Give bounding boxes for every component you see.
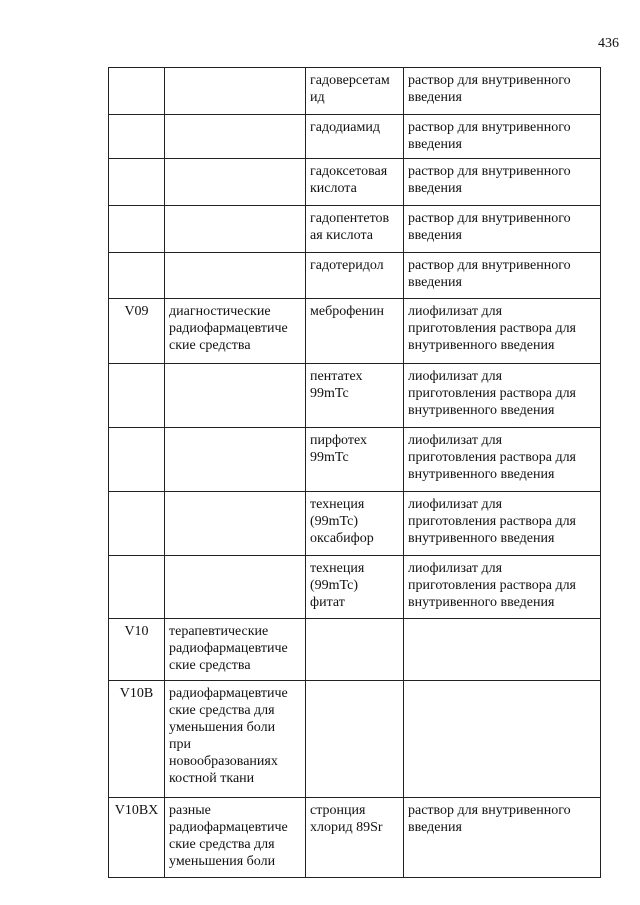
table-row [109, 619, 601, 681]
dosage-form-cell: лиофилизат для приготовления раствора для внутривенного введения [404, 428, 601, 492]
group-description-cell [165, 492, 306, 556]
group-description-cell: разные радиофармацевтиче ские средства для уменьшения боли [165, 798, 306, 878]
drug-classification-table [108, 67, 601, 878]
group-description-cell [165, 556, 306, 619]
table-row [109, 159, 601, 206]
table-row [109, 556, 601, 619]
drug-name-cell: меброфенин [306, 299, 404, 364]
drug-name-cell [306, 681, 404, 798]
drug-name-cell: стронция хлорид 89Sr [306, 798, 404, 878]
group-description-cell [165, 206, 306, 253]
drug-name-cell: технеция (99mTc) фитат [306, 556, 404, 619]
table-row [109, 492, 601, 556]
atc-code-cell: V09 [109, 299, 165, 364]
dosage-form-cell: раствор для внутривенного введения [404, 206, 601, 253]
dosage-form-cell: раствор для внутривенного введения [404, 253, 601, 299]
drug-name-cell [306, 619, 404, 681]
drug-name-cell: гадоверсетам ид [306, 68, 404, 115]
dosage-form-cell: раствор для внутривенного введения [404, 159, 601, 206]
atc-code-cell [109, 492, 165, 556]
group-description-cell [165, 253, 306, 299]
atc-code-cell [109, 556, 165, 619]
table-row [109, 68, 601, 115]
atc-code-cell [109, 159, 165, 206]
group-description-cell: радиофармацевтиче ские средства для уменьшения боли при новообразованиях костной ткани [165, 681, 306, 798]
dosage-form-cell [404, 619, 601, 681]
group-description-cell [165, 115, 306, 159]
atc-code-cell: V10 [109, 619, 165, 681]
atc-code-cell [109, 364, 165, 428]
dosage-form-cell: лиофилизат для приготовления раствора для внутривенного введения [404, 492, 601, 556]
group-description-cell [165, 428, 306, 492]
drug-name-cell: пентатех 99mTc [306, 364, 404, 428]
drug-name-cell: гадопентетов ая кислота [306, 206, 404, 253]
group-description-cell [165, 364, 306, 428]
drug-name-cell: гадоксетовая кислота [306, 159, 404, 206]
dosage-form-cell: лиофилизат для приготовления раствора для внутривенного введения [404, 299, 601, 364]
group-description-cell: диагностические радиофармацевтиче ские средства [165, 299, 306, 364]
drug-name-cell: гадодиамид [306, 115, 404, 159]
atc-code-cell: V10BX [109, 798, 165, 878]
atc-code-cell [109, 428, 165, 492]
group-description-cell [165, 68, 306, 115]
page-number: 436 [598, 36, 619, 51]
dosage-form-cell: раствор для внутривенного введения [404, 68, 601, 115]
table-row [109, 115, 601, 159]
table-row [109, 798, 601, 878]
table-row [109, 206, 601, 253]
dosage-form-cell [404, 681, 601, 798]
atc-code-cell [109, 115, 165, 159]
atc-code-cell [109, 206, 165, 253]
table-row [109, 681, 601, 798]
atc-code-cell [109, 68, 165, 115]
table-row [109, 364, 601, 428]
drug-name-cell: гадотеридол [306, 253, 404, 299]
drug-name-cell: пирфотех 99mTc [306, 428, 404, 492]
dosage-form-cell: раствор для внутривенного введения [404, 115, 601, 159]
table-row [109, 253, 601, 299]
dosage-form-cell: раствор для внутривенного введения [404, 798, 601, 878]
group-description-cell [165, 159, 306, 206]
drug-name-cell: технеция (99mTc) оксабифор [306, 492, 404, 556]
table-row [109, 428, 601, 492]
group-description-cell: терапевтические радиофармацевтиче ские средства [165, 619, 306, 681]
dosage-form-cell: лиофилизат для приготовления раствора для внутривенного введения [404, 364, 601, 428]
dosage-form-cell: лиофилизат для приготовления раствора для внутривенного введения [404, 556, 601, 619]
atc-code-cell: V10B [109, 681, 165, 798]
table-row [109, 299, 601, 364]
atc-code-cell [109, 253, 165, 299]
